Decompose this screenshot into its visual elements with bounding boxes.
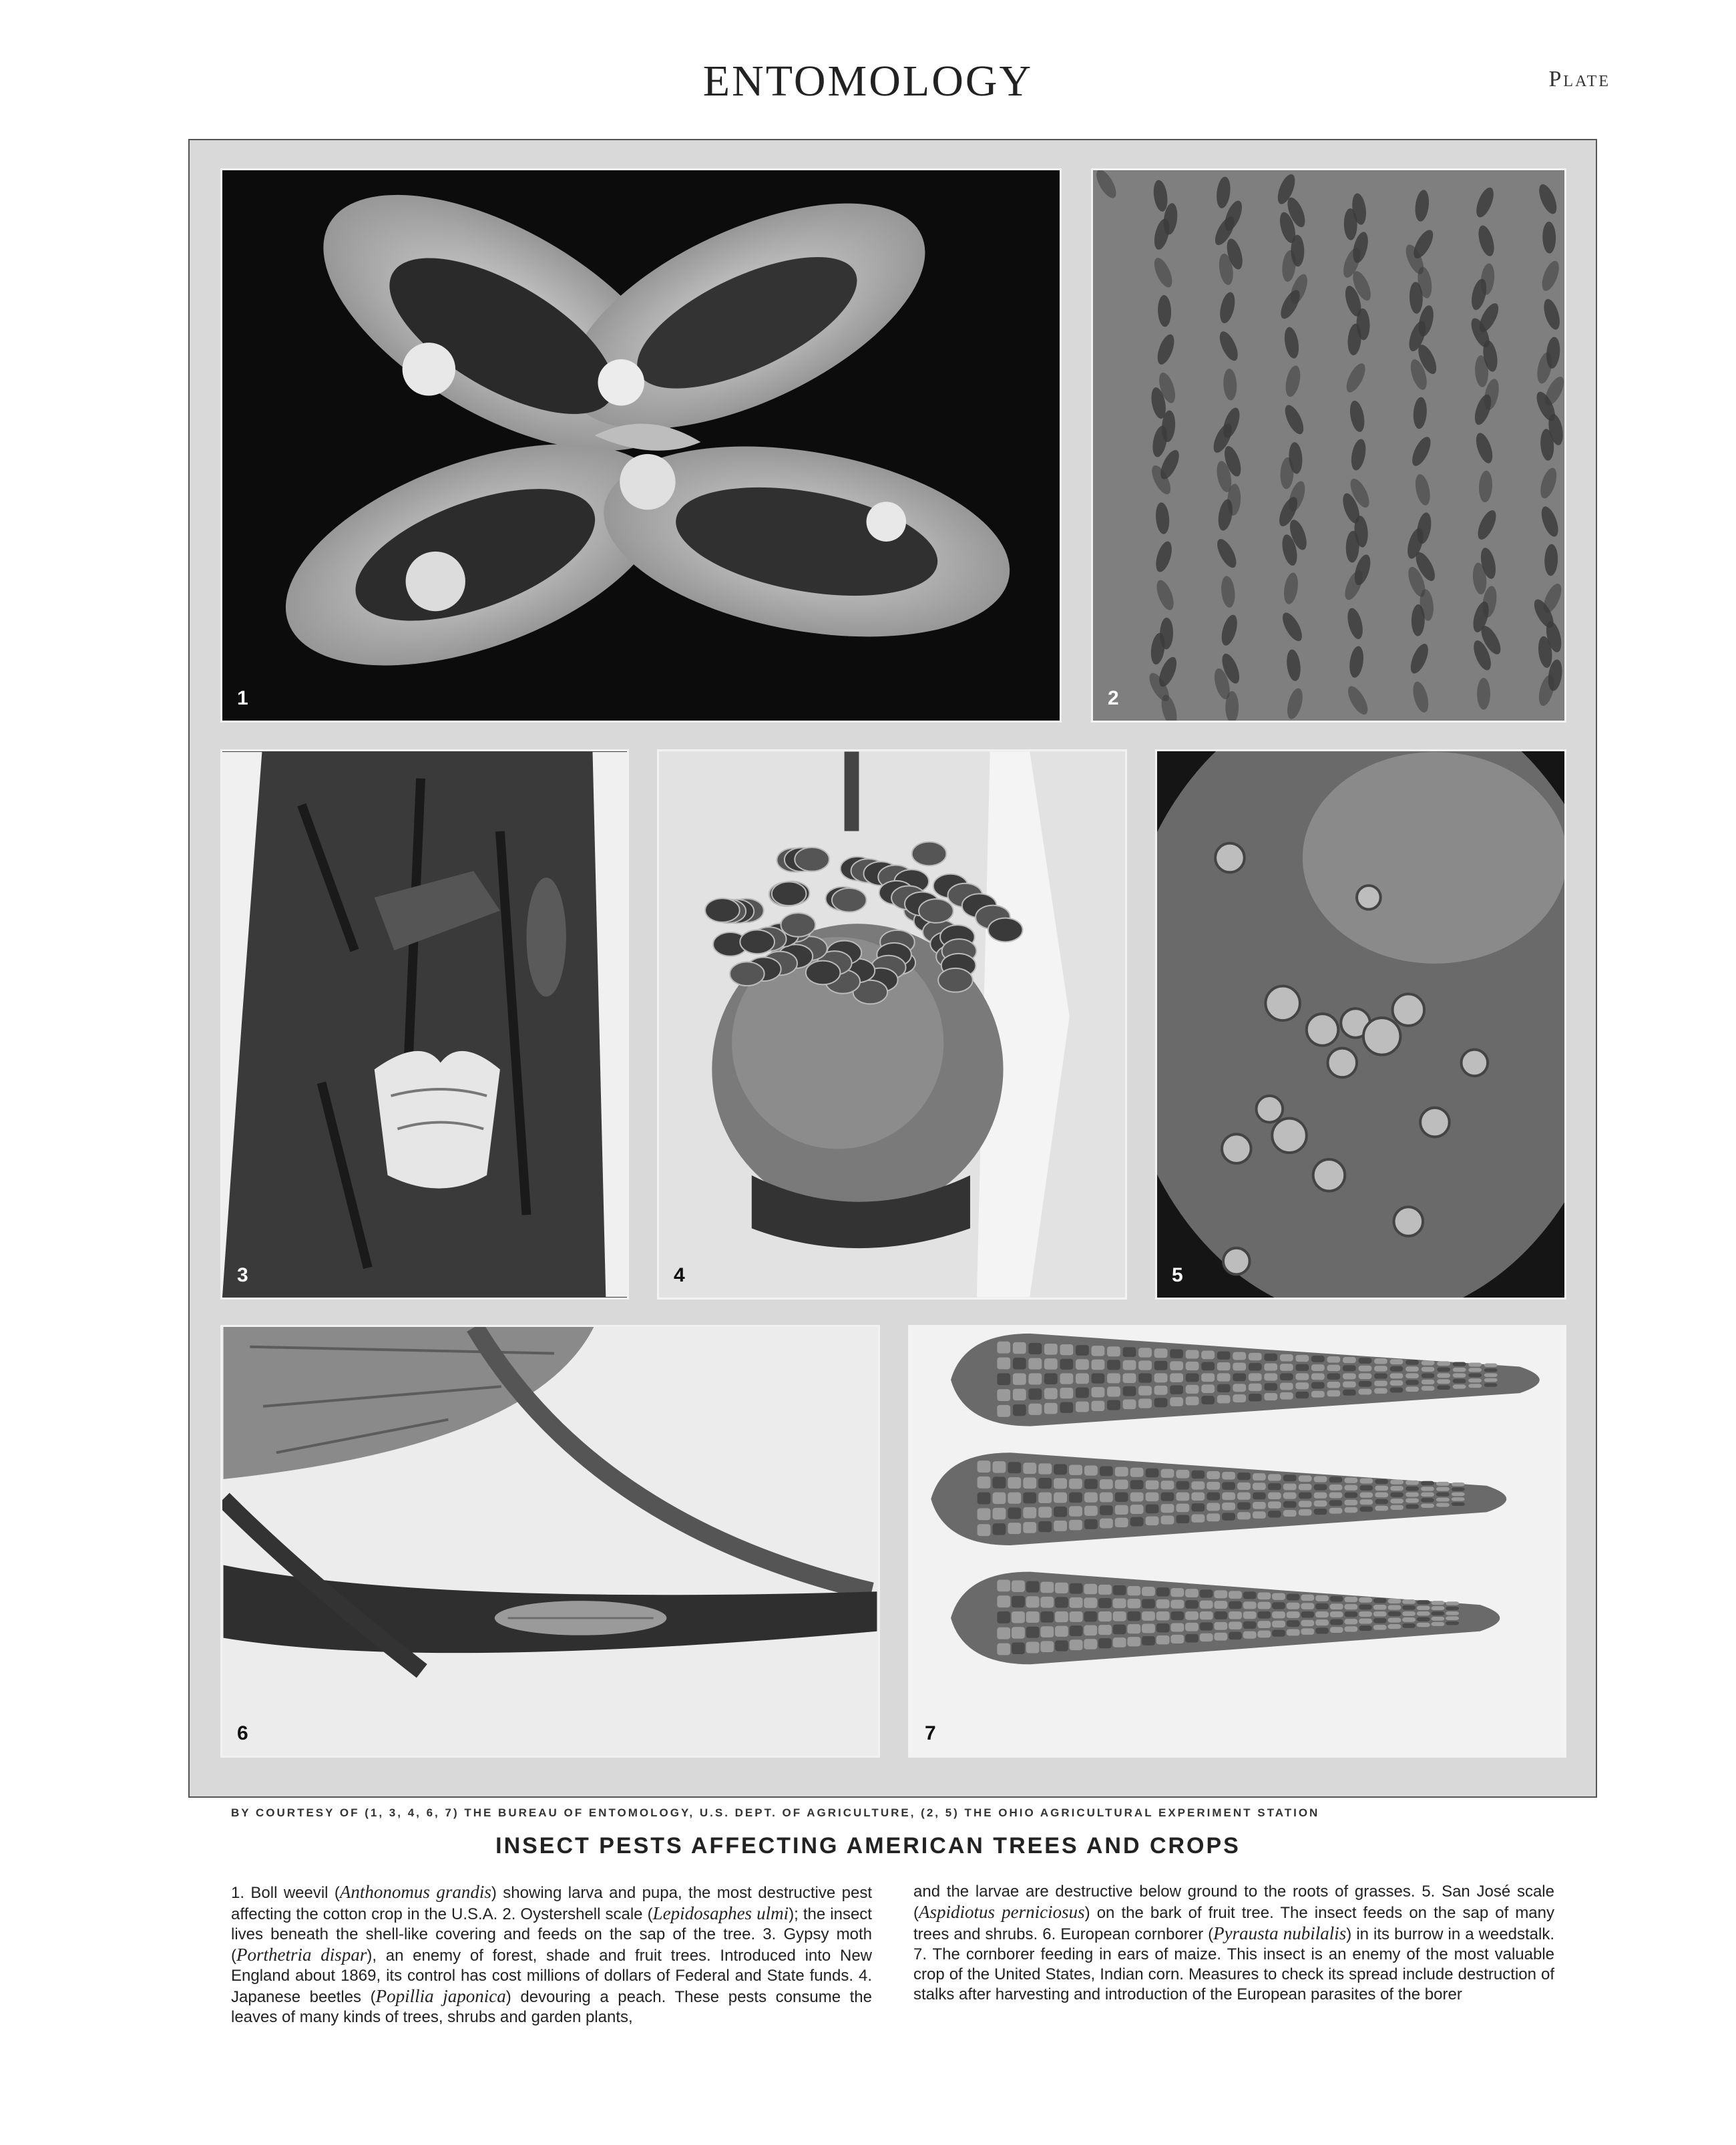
photo-corn-borer-maize bbox=[908, 1325, 1566, 1758]
photo-number: 5 bbox=[1172, 1264, 1183, 1286]
species-name: Porthetria dispar bbox=[236, 1945, 367, 1965]
photo-san-jose-scale bbox=[1155, 749, 1566, 1300]
species-name: Popillia japonica bbox=[375, 1986, 506, 2006]
photo-credit: BY COURTESY OF (1, 3, 4, 6, 7) THE BUREAU OF ENTOMOLOGY, U.S. DEPT. OF AGRICULTURE, (2, 5) THE OHIO AGRICULTURAL EXPERIMENT STATION bbox=[231, 1806, 1320, 1819]
photo-european-corn-borer bbox=[220, 1325, 880, 1758]
corn-borer-maize-illustration bbox=[910, 1327, 1564, 1756]
page-title: ENTOMOLOGY bbox=[702, 57, 1034, 106]
plate-label: Plate bbox=[1548, 67, 1610, 91]
photo-number: 6 bbox=[237, 1722, 248, 1744]
photo-gypsy-moth bbox=[220, 749, 629, 1300]
european-corn-borer-illustration bbox=[222, 1327, 878, 1756]
caption-left-column: 1. Boll weevil (Anthonomus grandis) showing larva and pupa, the most destructive pest affecting the cotton crop in the U.S.A. 2. Oystershell scale (Lepidosaphes ulmi); the insect lives beneath the shell-like covering and feeds on the sap of the tree. 3. Gypsy moth (Porthetria dispar), an enemy of forest, shade and fruit trees. Introduced into New England about 1869, its control has cost millions of dollars of Federal and State funds. 4. Japanese beetles (Popillia japonica) devouring a peach. These pests consume the leaves of many kinds of trees, shrubs and garden plants, bbox=[231, 1882, 873, 2026]
photo-number: 3 bbox=[237, 1264, 248, 1286]
photo-japanese-beetles bbox=[657, 749, 1127, 1300]
gypsy-moth-illustration bbox=[222, 751, 627, 1298]
caption-title: INSECT PESTS AFFECTING AMERICAN TREES AND CROPS bbox=[495, 1833, 1241, 1859]
species-name: Lepidosaphes ulmi bbox=[652, 1903, 789, 1923]
species-name: Anthonomus grandis bbox=[339, 1882, 491, 1902]
japanese-beetles-illustration bbox=[659, 751, 1125, 1298]
species-name: Aspidiotus perniciosus bbox=[919, 1902, 1085, 1922]
photo-number: 4 bbox=[674, 1264, 685, 1286]
photo-number: 7 bbox=[925, 1722, 936, 1744]
caption-right-column: and the larvae are destructive below ground to the roots of grasses. 5. San José scale (Aspidiotus perniciosus) on the bark of fruit tree. The insect feeds on the sap of many trees and shrubs. 6. European cornborer (Pyrausta nubilalis) in its burrow in a weedstalk. 7. The cornborer feeding in ears of maize. This insect is an enemy of the most valuable crop of the United States, Indian corn. Measures to check its spread include destruction of stalks after harvesting and introduction of the European parasites of the borer bbox=[913, 1883, 1555, 2003]
oystershell-scale-illustration bbox=[1093, 170, 1564, 721]
san-jose-scale-illustration bbox=[1157, 751, 1564, 1298]
photo-number: 1 bbox=[237, 687, 248, 709]
photo-number: 2 bbox=[1108, 687, 1119, 709]
boll-weevil-illustration bbox=[222, 170, 1060, 721]
photo-oystershell-scale bbox=[1091, 168, 1566, 723]
photo-boll-weevil bbox=[220, 168, 1062, 723]
species-name: Pyrausta nubilalis bbox=[1213, 1923, 1347, 1943]
